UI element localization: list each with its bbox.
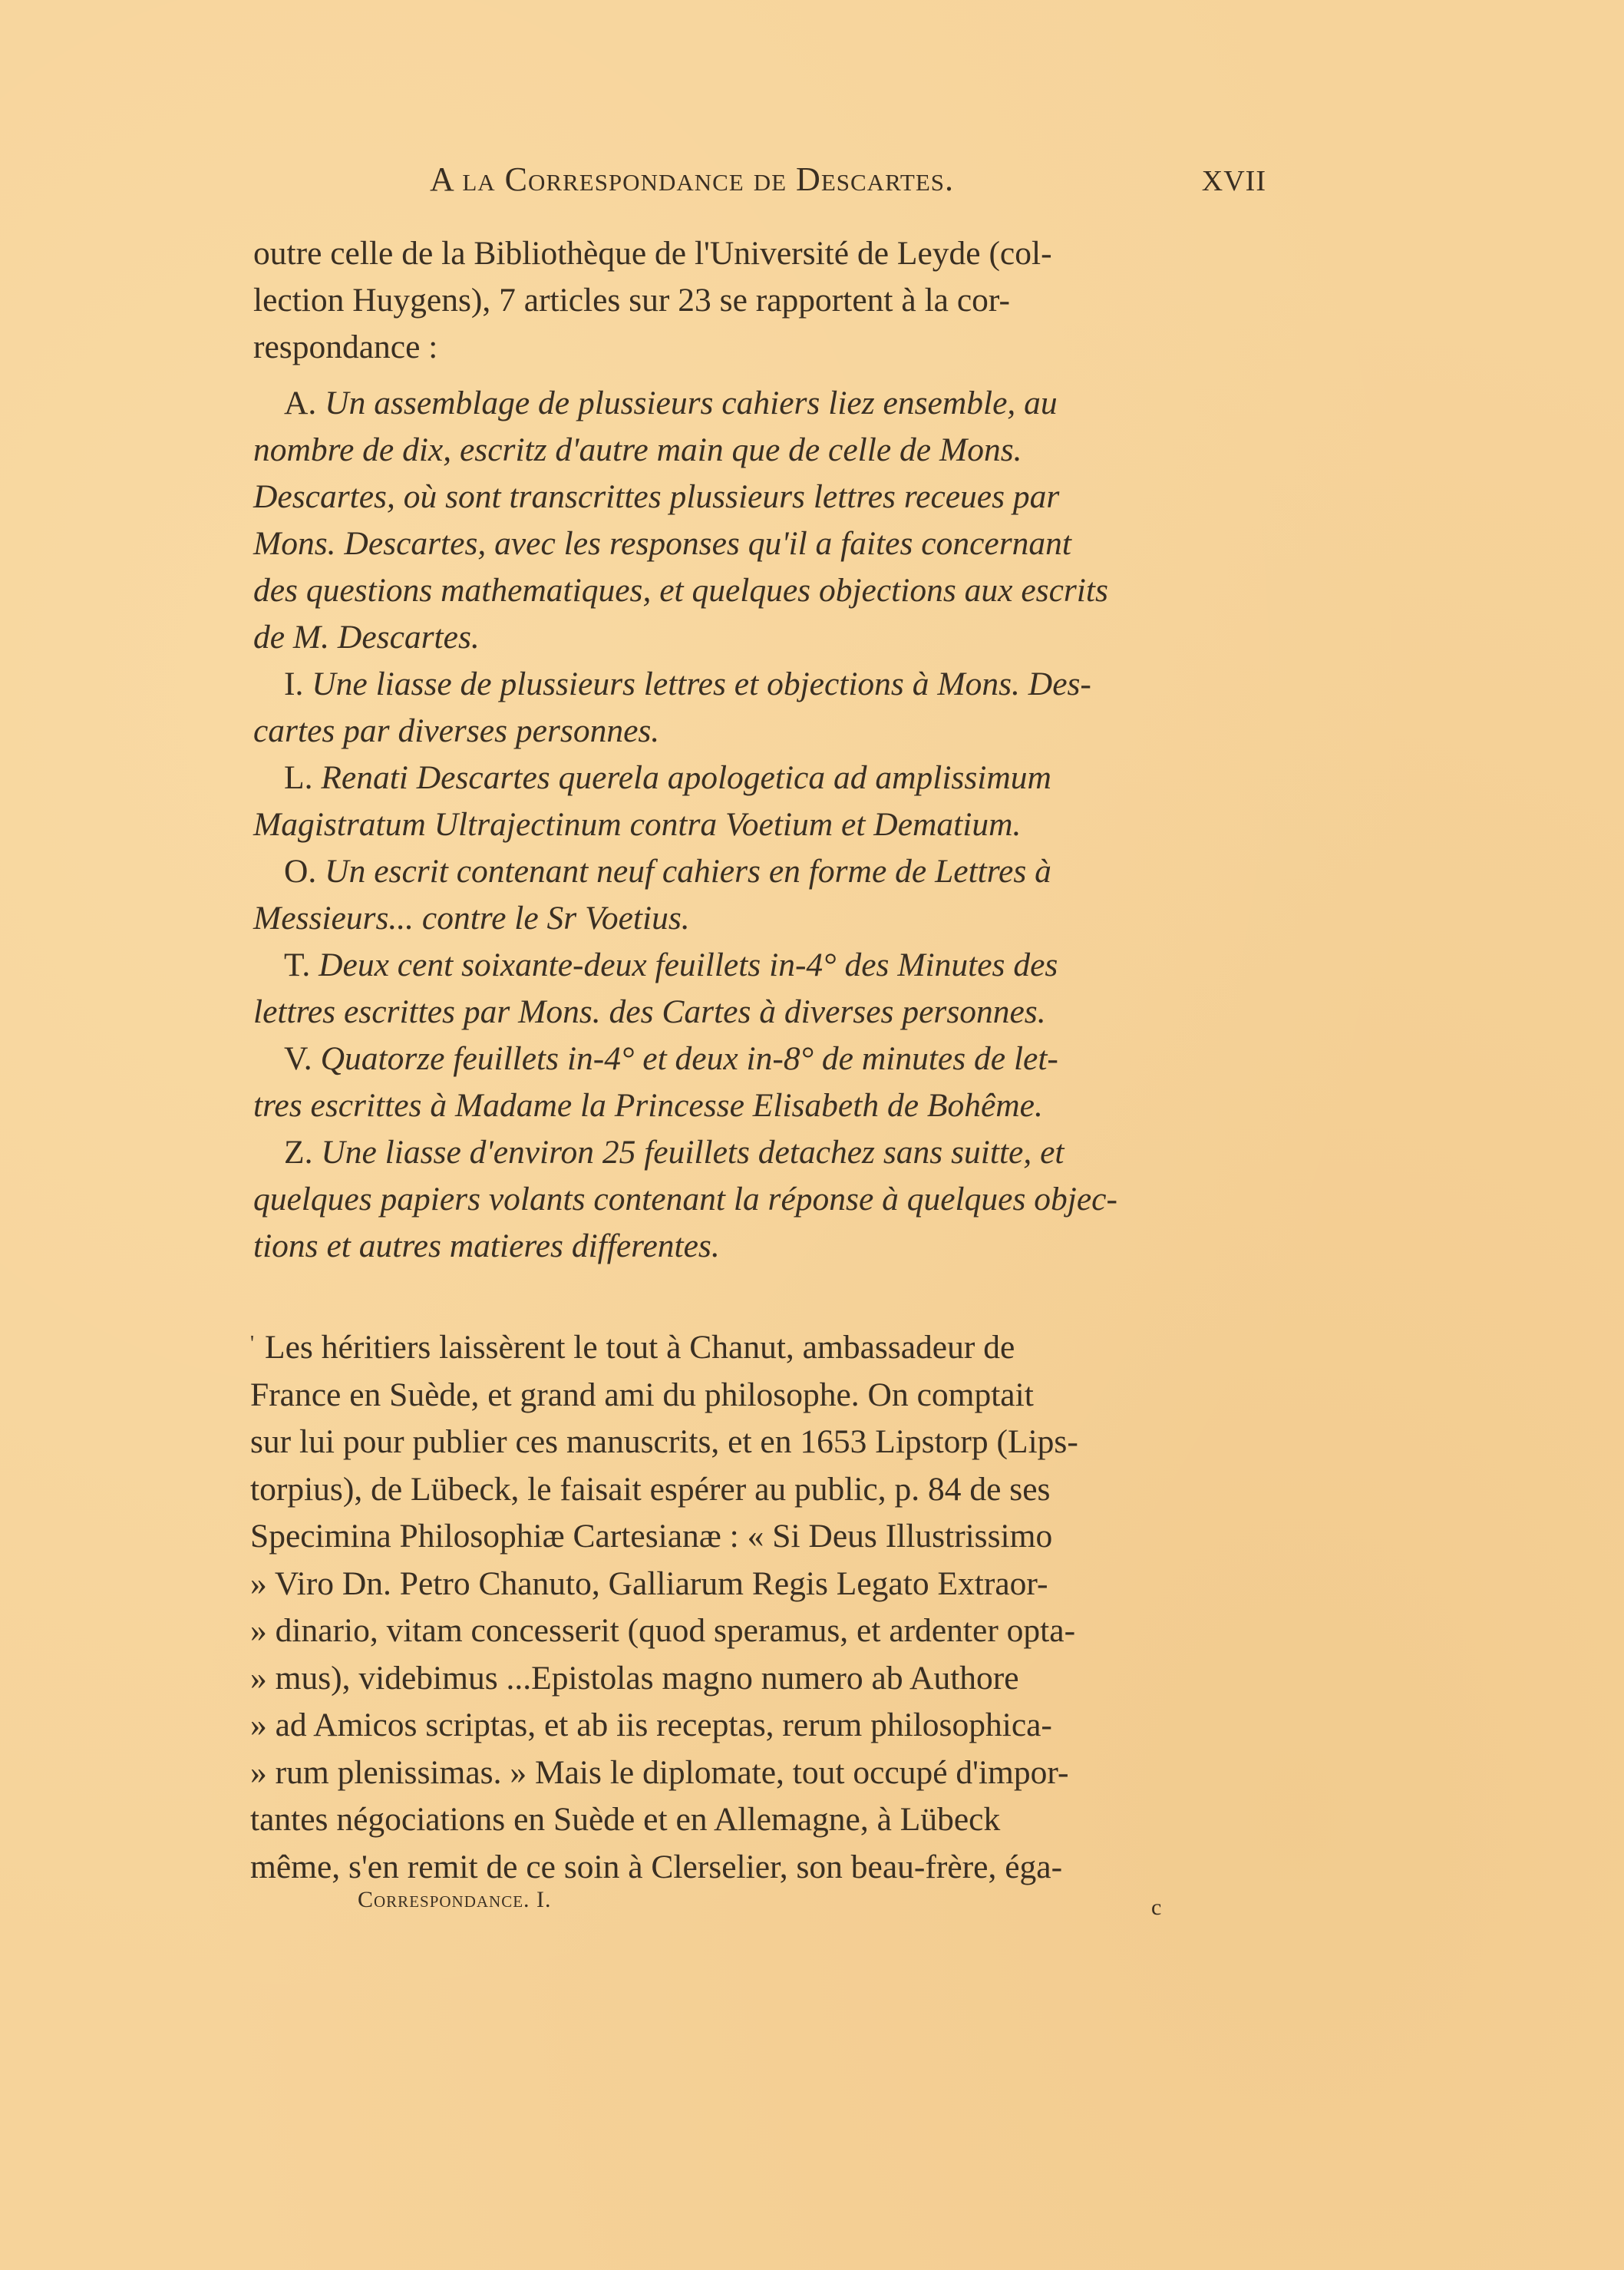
text-line: tantes négociations en Suède et en Allemagne, à Lübeck <box>250 1801 1001 1838</box>
text-line: Deux cent soixante-deux feuillets in-4° des Minutes des <box>319 947 1058 983</box>
text-line: Quatorze feuillets in-4° et deux in-8° de minutes de let- <box>320 1040 1058 1077</box>
text-line: quelques papiers volants contenant la réponse à quelques objec- <box>253 1181 1117 1218</box>
text-line: Une liasse de plussieurs lettres et objections à Mons. Des- <box>312 666 1091 702</box>
main-text <box>253 230 1274 1270</box>
item-letter: Z. <box>284 1134 313 1171</box>
item-letter: O. <box>284 853 317 890</box>
item-letter: L. <box>284 759 313 796</box>
running-title: A la Correspondance de Descartes. <box>430 160 954 198</box>
text-line: tres escrittes à Madame la Princesse Elisabeth de Bohême. <box>253 1087 1043 1124</box>
list-item-o <box>253 848 1274 942</box>
text-line: » dinario, vitam concesserit (quod speramus, et ardenter opta- <box>250 1612 1076 1649</box>
footnote-paragraph <box>250 1320 1274 1891</box>
list-item-a <box>253 380 1274 661</box>
list-item-z <box>253 1129 1274 1270</box>
text-line: cartes par diverses personnes. <box>253 712 660 749</box>
page-number: XVII <box>1201 165 1266 197</box>
running-header <box>430 160 1266 199</box>
text-line: Les héritiers laissèrent le tout à Chanut, ambassadeur de <box>265 1329 1015 1366</box>
text-line: » Viro Dn. Petro Chanuto, Galliarum Regis Legato Extraor- <box>250 1565 1048 1602</box>
text-line: Un assemblage de plussieurs cahiers liez ensemble, au <box>325 385 1058 421</box>
list-item-l <box>253 755 1274 848</box>
text-line: Magistratum Ultrajectinum contra Voetium et Dematium. <box>253 806 1022 843</box>
text-line: outre celle de la Bibliothèque de l'Université de Leyde (col- <box>253 235 1052 272</box>
text-line: lettres escrittes par Mons. des Cartes à diverses personnes. <box>253 993 1046 1030</box>
text-line: torpius), de Lübeck, le faisait espérer au public, p. 84 de ses <box>250 1470 1051 1508</box>
text-line: Mons. Descartes, avec les responses qu'il a faites concernant <box>253 525 1071 562</box>
text-line: Messieurs... contre le Sr Voetius. <box>253 900 690 937</box>
text-line: Renati Descartes querela apologetica ad amplissimum <box>321 759 1051 796</box>
text-line: même, s'en remit de ce soin à Clerselier, son beau-frère, éga- <box>250 1848 1063 1885</box>
text-line: sur lui pour publier ces manuscrits, et en 1653 Lipstorp (Lips- <box>250 1423 1078 1460</box>
intro-paragraph <box>253 230 1274 371</box>
text-line: France en Suède, et grand ami du philosophe. On comptait <box>250 1376 1034 1413</box>
manuscript-list <box>253 380 1274 1270</box>
footnote-marker: ' <box>250 1332 255 1356</box>
text-line: lection Huygens), 7 articles sur 23 se rapportent à la cor- <box>253 282 1010 319</box>
item-letter: I. <box>284 666 304 702</box>
item-letter: V. <box>284 1040 312 1077</box>
text-line: Descartes, où sont transcrittes plussieurs lettres receues par <box>253 478 1060 515</box>
text-line: Une liasse d'environ 25 feuillets detachez sans suitte, et <box>321 1134 1065 1171</box>
text-line: » rum plenissimas. » Mais le diplomate, tout occupé d'impor- <box>250 1753 1069 1791</box>
text-line: Un escrit contenant neuf cahiers en forme de Lettres à <box>325 853 1051 890</box>
text-line: respondance : <box>253 329 438 365</box>
text-line: des questions mathematiques, et quelques objections aux escrits <box>253 572 1108 609</box>
footnote <box>250 1320 1274 1891</box>
signature-mark: Correspondance. I. <box>358 1887 552 1912</box>
text-line: » mus), videbimus ...Epistolas magno numero ab Authore <box>250 1659 1019 1697</box>
item-letter: T. <box>284 947 311 983</box>
item-letter: A. <box>284 385 317 421</box>
text-line: Specimina Philosophiæ Cartesianæ : « Si Deus Illustrissimo <box>250 1518 1053 1555</box>
text-line: » ad Amicos scriptas, et ab iis receptas, rerum philosophica- <box>250 1707 1052 1743</box>
list-item-t <box>253 942 1274 1036</box>
list-item-v <box>253 1036 1274 1129</box>
signature-letter: c <box>1151 1895 1162 1920</box>
text-line: de M. Descartes. <box>253 619 480 656</box>
list-item-i <box>253 661 1274 755</box>
text-line: tions et autres matieres differentes. <box>253 1228 720 1264</box>
text-line: nombre de dix, escritz d'autre main que de celle de Mons. <box>253 431 1022 468</box>
